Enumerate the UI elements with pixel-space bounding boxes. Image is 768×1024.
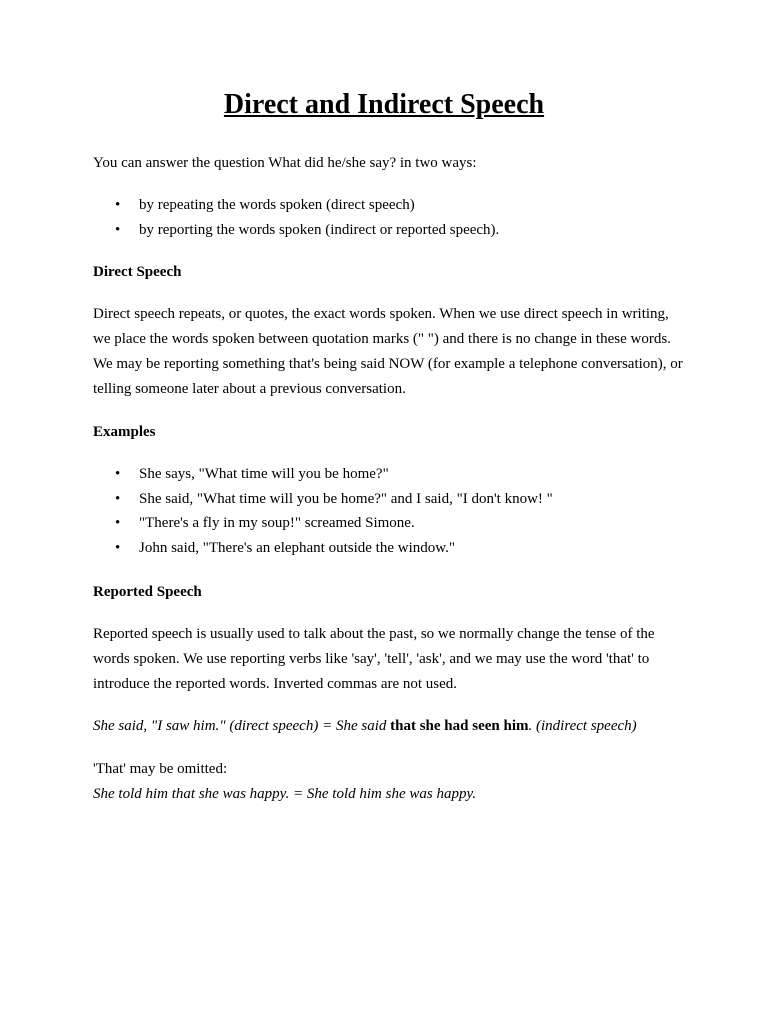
list-item-text: by repeating the words spoken (direct speech) [139, 197, 415, 213]
bullet-icon: • [115, 221, 121, 238]
reported-speech-example [93, 714, 683, 739]
omit-note: 'That' may be omitted: [93, 761, 228, 777]
examples-heading: Examples [93, 424, 156, 440]
bullet-icon: • [115, 197, 121, 213]
list-item-text: by reporting the words spoken (indirect or reported speech). [139, 221, 500, 238]
list-item-text: She says, "What time will you be home?" [139, 466, 389, 482]
example-text: . (indirect speech) [528, 718, 637, 734]
bullet-icon: • [115, 515, 121, 532]
intro-paragraph: You can answer the question What did he/she say? in two ways: [93, 155, 477, 171]
list-item-text: "There's a fly in my soup!" screamed Simone. [139, 515, 415, 532]
example-emphasis: that she had seen him [390, 718, 529, 734]
list-item-text: John said, "There's an elephant outside the window." [139, 540, 455, 557]
page-title: Direct and Indirect Speech [223, 89, 545, 120]
list-item [93, 462, 683, 487]
list-item [93, 511, 683, 536]
reported-speech-paragraph: Reported speech is usually used to talk about the past, so we normally change the tense of the words spoken. We use reporting verbs like 'say', 'tell', 'ask', and we may use the word 'that' to introduce the reported words. Inverted commas are not used. [93, 626, 655, 692]
list-item [93, 536, 683, 561]
bullet-icon: • [115, 466, 121, 482]
direct-speech-paragraph: Direct speech repeats, or quotes, the exact words spoken. When we use direct speech in writing, we place the words spoken between quotation marks (" ") and there is no change in these words. We may be reporting something that's being said NOW (for example a telephone conversation), or telling someone later about a previous conversation. [93, 306, 683, 397]
omit-example: She told him that she was happy. = She told him she was happy. [93, 786, 477, 802]
bullet-icon: • [115, 490, 121, 507]
list-item [93, 193, 683, 218]
examples-list [93, 462, 683, 561]
reported-speech-heading: Reported Speech [93, 584, 202, 600]
list-item [93, 487, 683, 512]
direct-speech-heading: Direct Speech [93, 264, 182, 280]
bullet-icon: • [115, 540, 121, 557]
ways-list [93, 193, 683, 242]
list-item-text: She said, "What time will you be home?" and I said, "I don't know! " [139, 490, 553, 507]
list-item [93, 218, 683, 243]
example-text: She said, "I saw him." (direct speech) = She said [93, 718, 391, 734]
